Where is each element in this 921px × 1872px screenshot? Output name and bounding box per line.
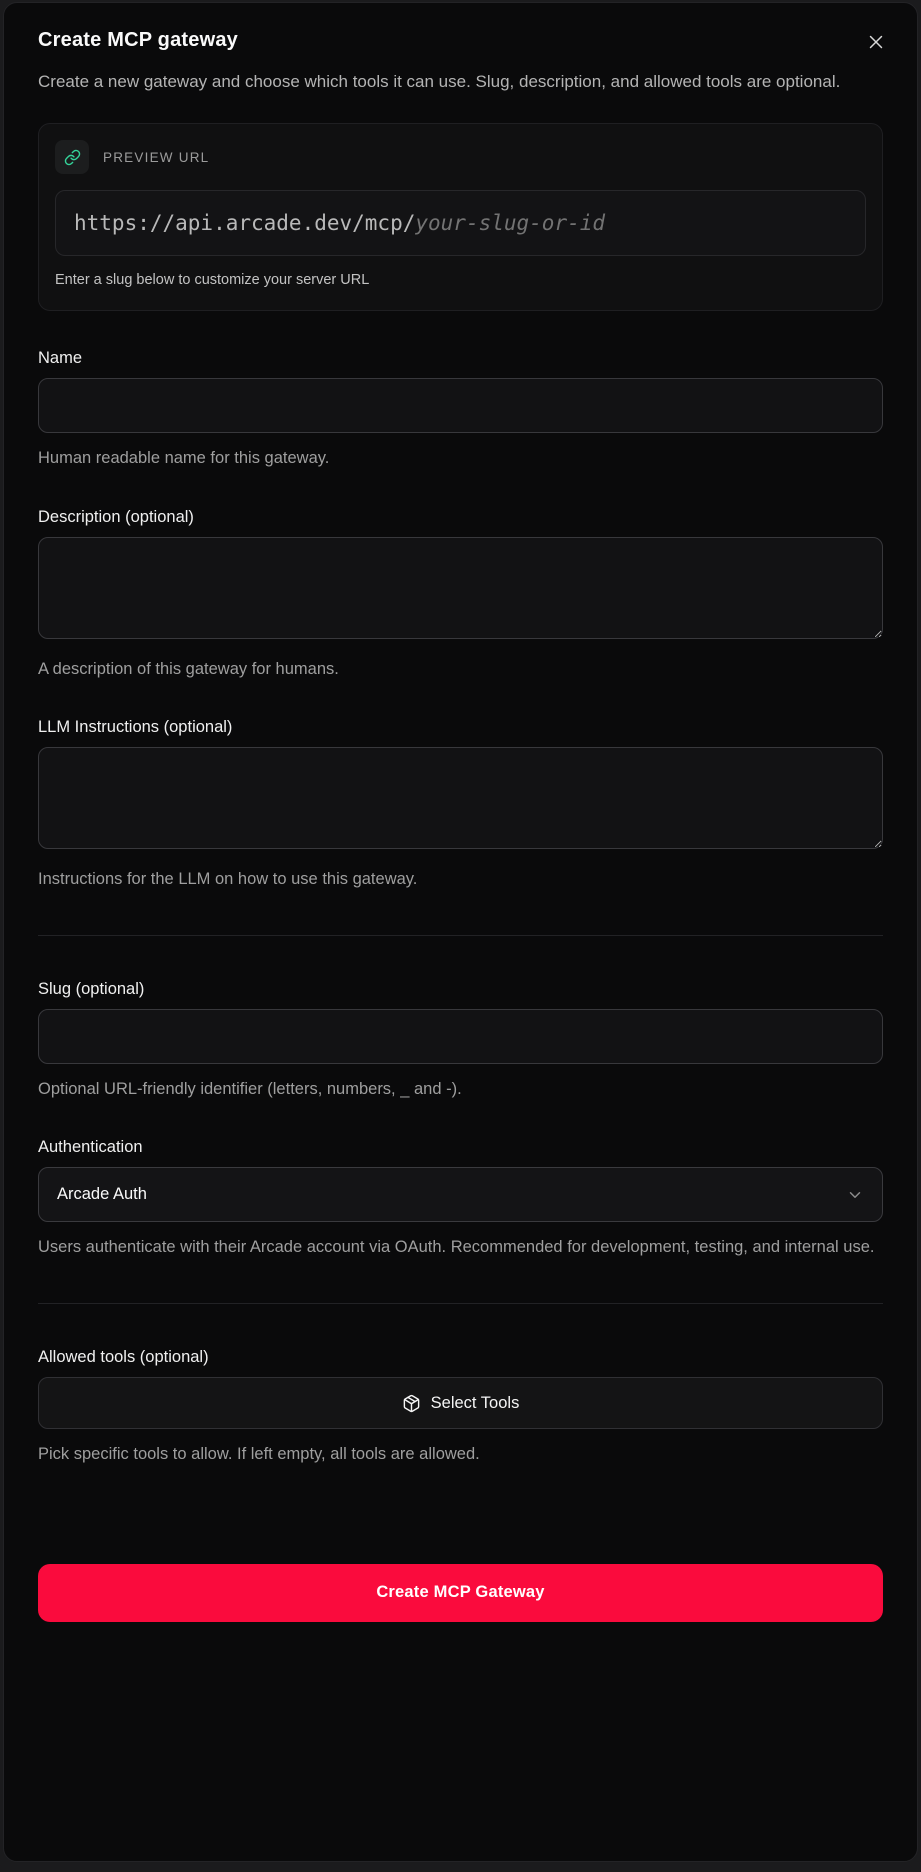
preview-url-helper: Enter a slug below to customize your server URL [55, 272, 370, 289]
authentication-helper: Users authenticate with their Arcade account via OAuth. Recommended for development, testing, and internal use. [38, 1238, 875, 1257]
slug-label: Slug (optional) [38, 979, 145, 998]
page-title: Create MCP gateway [38, 29, 238, 51]
authentication-selected-value: Arcade Auth [57, 1185, 147, 1204]
llm-instructions-helper: Instructions for the LLM on how to use this gateway. [38, 870, 418, 889]
description-helper: A description of this gateway for humans. [38, 659, 339, 678]
create-mcp-gateway-modal [3, 2, 918, 1862]
authentication-label: Authentication [38, 1138, 143, 1157]
slug-helper: Optional URL-friendly identifier (letters, numbers, _ and -). [38, 1079, 462, 1098]
llm-instructions-textarea[interactable] [38, 747, 883, 849]
preview-url-value [55, 190, 866, 256]
llm-instructions-field-group [38, 718, 883, 893]
allowed-tools-label: Allowed tools (optional) [38, 1348, 209, 1366]
authentication-field-group [38, 1138, 883, 1261]
name-helper: Human readable name for this gateway. [38, 449, 330, 468]
name-label: Name [38, 349, 83, 368]
close-icon [865, 31, 887, 53]
link-icon [55, 140, 89, 174]
slug-input[interactable] [38, 1009, 883, 1064]
description-textarea[interactable] [38, 537, 883, 639]
llm-instructions-label: LLM Instructions (optional) [38, 718, 233, 737]
description-label: Description (optional) [38, 507, 194, 526]
preview-url-label: PREVIEW URL [103, 149, 210, 165]
select-tools-button-label: Select Tools [430, 1393, 520, 1412]
authentication-select[interactable] [38, 1167, 883, 1222]
description-field-group [38, 508, 883, 683]
allowed-tools-field-group [38, 1348, 883, 1468]
modal-subtitle: Create a new gateway and choose which tools it can use. Slug, description, and allowed tools are optional. [38, 72, 841, 91]
url-slug-placeholder: your-slug-or-id [415, 211, 606, 236]
name-input[interactable] [38, 378, 883, 433]
chevron-down-icon [846, 1186, 864, 1204]
allowed-tools-helper: Pick specific tools to allow. If left empty, all tools are allowed. [38, 1445, 480, 1463]
select-tools-button[interactable] [38, 1377, 883, 1429]
preview-url-header [55, 140, 866, 174]
package-icon [402, 1394, 421, 1413]
url-prefix: https://api.arcade.dev/mcp/ [74, 211, 416, 236]
preview-url-card [38, 123, 883, 311]
close-button[interactable] [861, 27, 891, 57]
create-mcp-gateway-button[interactable]: Create MCP Gateway [38, 1564, 883, 1622]
name-field-group [38, 349, 883, 472]
section-divider [38, 1303, 883, 1304]
slug-field-group [38, 980, 883, 1103]
section-divider [38, 935, 883, 936]
